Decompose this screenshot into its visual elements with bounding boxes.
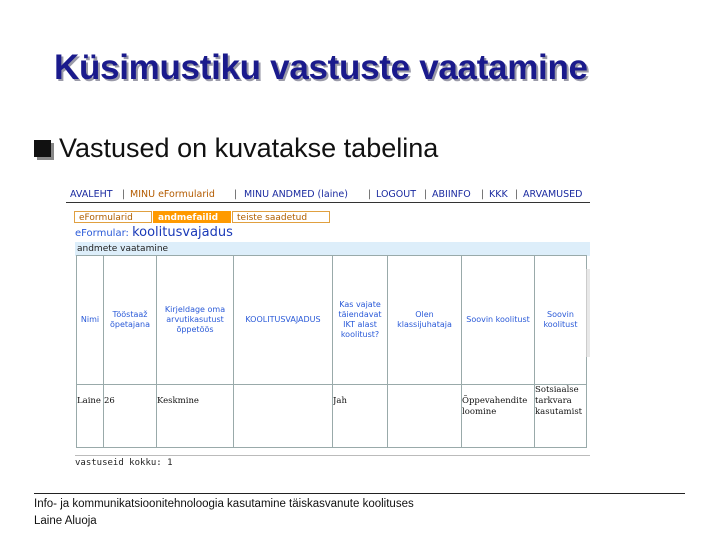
column-header: Tööstaaž õpetajana xyxy=(104,256,157,385)
table-cell xyxy=(234,385,333,448)
form-prefix: eFormular: xyxy=(75,228,133,239)
menu-item-home[interactable]: AVALEHT xyxy=(70,189,113,200)
column-header: Nimi xyxy=(77,256,104,385)
form-name: koolitusvajadus xyxy=(132,225,233,240)
menu-item-feedback[interactable]: ARVAMUSED xyxy=(523,189,583,200)
column-header: Soovin koolitust xyxy=(462,256,535,385)
menu-separator: | xyxy=(424,189,428,200)
bullet-point xyxy=(34,133,438,164)
column-header: Soovin koolitust xyxy=(535,256,587,385)
table-cell: 26 xyxy=(104,385,157,448)
menu-separator: | xyxy=(515,189,519,200)
menu-item-my-forms[interactable]: MINU eFormularid xyxy=(130,189,215,200)
form-label xyxy=(75,225,233,240)
table-cell: Laine xyxy=(77,385,104,448)
footer-author: Laine Aluoja xyxy=(34,515,97,527)
table-cell: Keskmine xyxy=(157,385,234,448)
menu-separator: | xyxy=(122,189,126,200)
tab-received[interactable]: teiste saadetud xyxy=(232,211,330,223)
menu-item-my-data[interactable]: MINU ANDMED (laine) xyxy=(244,189,348,200)
table-cell xyxy=(388,385,462,448)
tab-datafiles[interactable]: andmefailid xyxy=(153,211,231,223)
table-cell: Sotsiaalse tarkvara kasutamist xyxy=(535,385,587,448)
column-header: Olen klassijuhataja xyxy=(388,256,462,385)
menu-separator: | xyxy=(368,189,372,200)
menu-separator: | xyxy=(234,189,238,200)
menu-item-faq[interactable]: KKK xyxy=(489,189,508,200)
tab-eforms[interactable]: eFormularid xyxy=(74,211,152,223)
menu-separator: | xyxy=(481,189,485,200)
menu-item-help[interactable]: ABIINFO xyxy=(432,189,471,200)
column-header: KOOLITUSVAJADUS xyxy=(234,256,333,385)
column-header: Kirjeldage oma arvutikasutust õppetöös xyxy=(157,256,234,385)
footer-divider xyxy=(34,493,685,494)
bullet-text: Vastused on kuvatakse tabelina xyxy=(59,133,439,163)
table-cell: Jah xyxy=(333,385,388,448)
slide-title: Küsimustiku vastuste vaatamine xyxy=(54,48,588,87)
table-row xyxy=(77,385,587,448)
top-menu xyxy=(66,187,590,203)
table-cell: Õppevahendite loomine xyxy=(462,385,535,448)
footer-course-title: Info- ja kommunikatsioonitehnoloogia kasutamine täiskasvanute koolituses xyxy=(34,498,414,510)
responses-table xyxy=(76,255,587,448)
table-header-row xyxy=(77,256,587,385)
column-header: Kas vajate täiendavat IKT alast koolitust? xyxy=(333,256,388,385)
web-app-screenshot xyxy=(66,187,590,470)
scrollbar[interactable] xyxy=(586,269,590,357)
menu-item-logout[interactable]: LOGOUT xyxy=(376,189,417,200)
response-count: vastuseid kokku: 1 xyxy=(75,455,590,468)
section-header: andmete vaatamine xyxy=(75,242,590,256)
square-bullet-icon xyxy=(34,140,51,157)
